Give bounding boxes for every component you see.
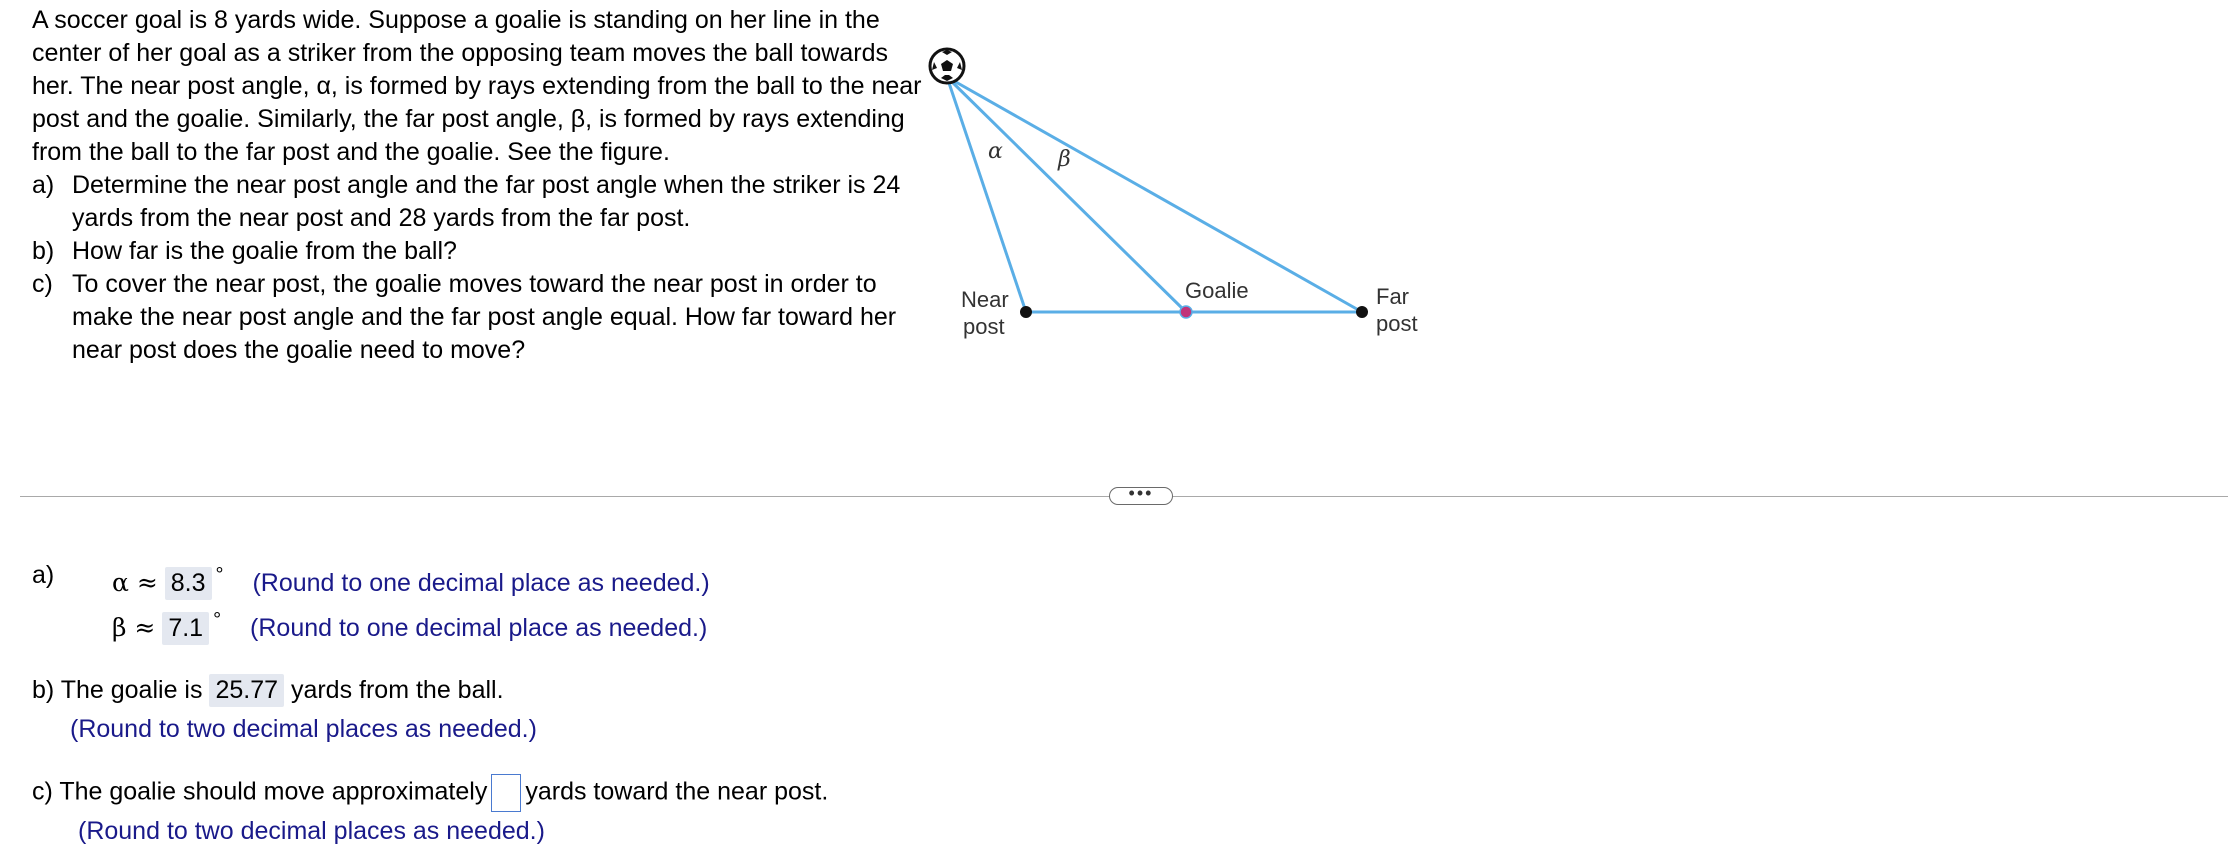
part-c-text: To cover the near post, the goalie moves toward the near post in order to make the near post angle and the far post angle equal. How far toward her near post does the goalie need to move? bbox=[72, 270, 897, 364]
more-options-button[interactable]: ••• bbox=[1109, 487, 1173, 505]
soccer-ball-icon bbox=[930, 49, 964, 83]
answer-a-label: a) bbox=[32, 561, 55, 589]
part-b-text: How far is the goalie from the ball? bbox=[72, 237, 457, 265]
part-a-text: Determine the near post angle and the far post angle when the striker is 24 yards from the near post and 28 yards from the far post. bbox=[72, 171, 901, 232]
beta-degree-symbol: ° bbox=[213, 609, 222, 631]
near-post-label-line2: post bbox=[963, 314, 1005, 339]
part-b-label: b) bbox=[32, 237, 55, 265]
answer-b-suffix: yards from the ball. bbox=[290, 676, 504, 704]
soccer-goal-figure bbox=[925, 40, 1445, 350]
answer-b-prefix: b) The goalie is bbox=[32, 676, 203, 704]
answer-a-beta-row bbox=[112, 604, 707, 645]
answer-b-rounding-hint: (Round to two decimal places as needed.) bbox=[70, 715, 537, 743]
far-post-label-line1: Far bbox=[1376, 284, 1409, 309]
part-a-label: a) bbox=[32, 171, 55, 199]
ray-ball-near-post bbox=[947, 77, 1026, 312]
alpha-answer-value[interactable]: 8.3 bbox=[165, 567, 212, 600]
ray-ball-goalie bbox=[947, 77, 1186, 312]
beta-answer-value[interactable]: 7.1 bbox=[162, 612, 209, 645]
goalie-label: Goalie bbox=[1185, 278, 1249, 303]
answer-c-suffix: yards toward the near post. bbox=[525, 777, 829, 806]
problem-intro: A soccer goal is 8 yards wide. Suppose a goalie is standing on her line in the center of her goal as a striker from the opposing team moves the ball towards her. The near post angle, α, is formed by rays extending from the ball to the near post and the goalie. Similarly, the far post angle, β, is formed by rays extending from the ball to the far post and the goalie. See the figure. bbox=[32, 6, 922, 166]
beta-approx-symbol: β ≈ bbox=[112, 613, 156, 642]
alpha-rounding-hint: (Round to one decimal place as needed.) bbox=[252, 569, 710, 597]
far-post-label-line2: post bbox=[1376, 311, 1418, 336]
part-b bbox=[32, 235, 922, 268]
answer-a-alpha-row bbox=[112, 559, 710, 600]
near-post-point bbox=[1020, 306, 1032, 318]
near-post-label-line1: Near bbox=[961, 287, 1009, 312]
part-c-label: c) bbox=[32, 270, 53, 298]
problem-statement bbox=[32, 4, 922, 367]
answer-c-row bbox=[32, 774, 828, 812]
answer-c-rounding-hint: (Round to two decimal places as needed.) bbox=[78, 817, 545, 845]
beta-label: β bbox=[1058, 147, 1071, 172]
ray-ball-far-post bbox=[947, 77, 1362, 312]
goalie-move-distance-input[interactable] bbox=[491, 774, 521, 812]
beta-rounding-hint: (Round to one decimal place as needed.) bbox=[250, 614, 708, 642]
part-c bbox=[32, 268, 922, 367]
alpha-approx-symbol: α ≈ bbox=[112, 568, 158, 597]
answer-c-prefix: c) The goalie should move approximately bbox=[32, 777, 488, 806]
goalie-point bbox=[1180, 306, 1192, 318]
answer-b-row bbox=[32, 674, 504, 707]
alpha-degree-symbol: ° bbox=[215, 564, 224, 586]
goalie-distance-value[interactable]: 25.77 bbox=[209, 674, 284, 707]
far-post-point bbox=[1356, 306, 1368, 318]
alpha-label: α bbox=[988, 139, 1003, 164]
part-a bbox=[32, 169, 922, 235]
